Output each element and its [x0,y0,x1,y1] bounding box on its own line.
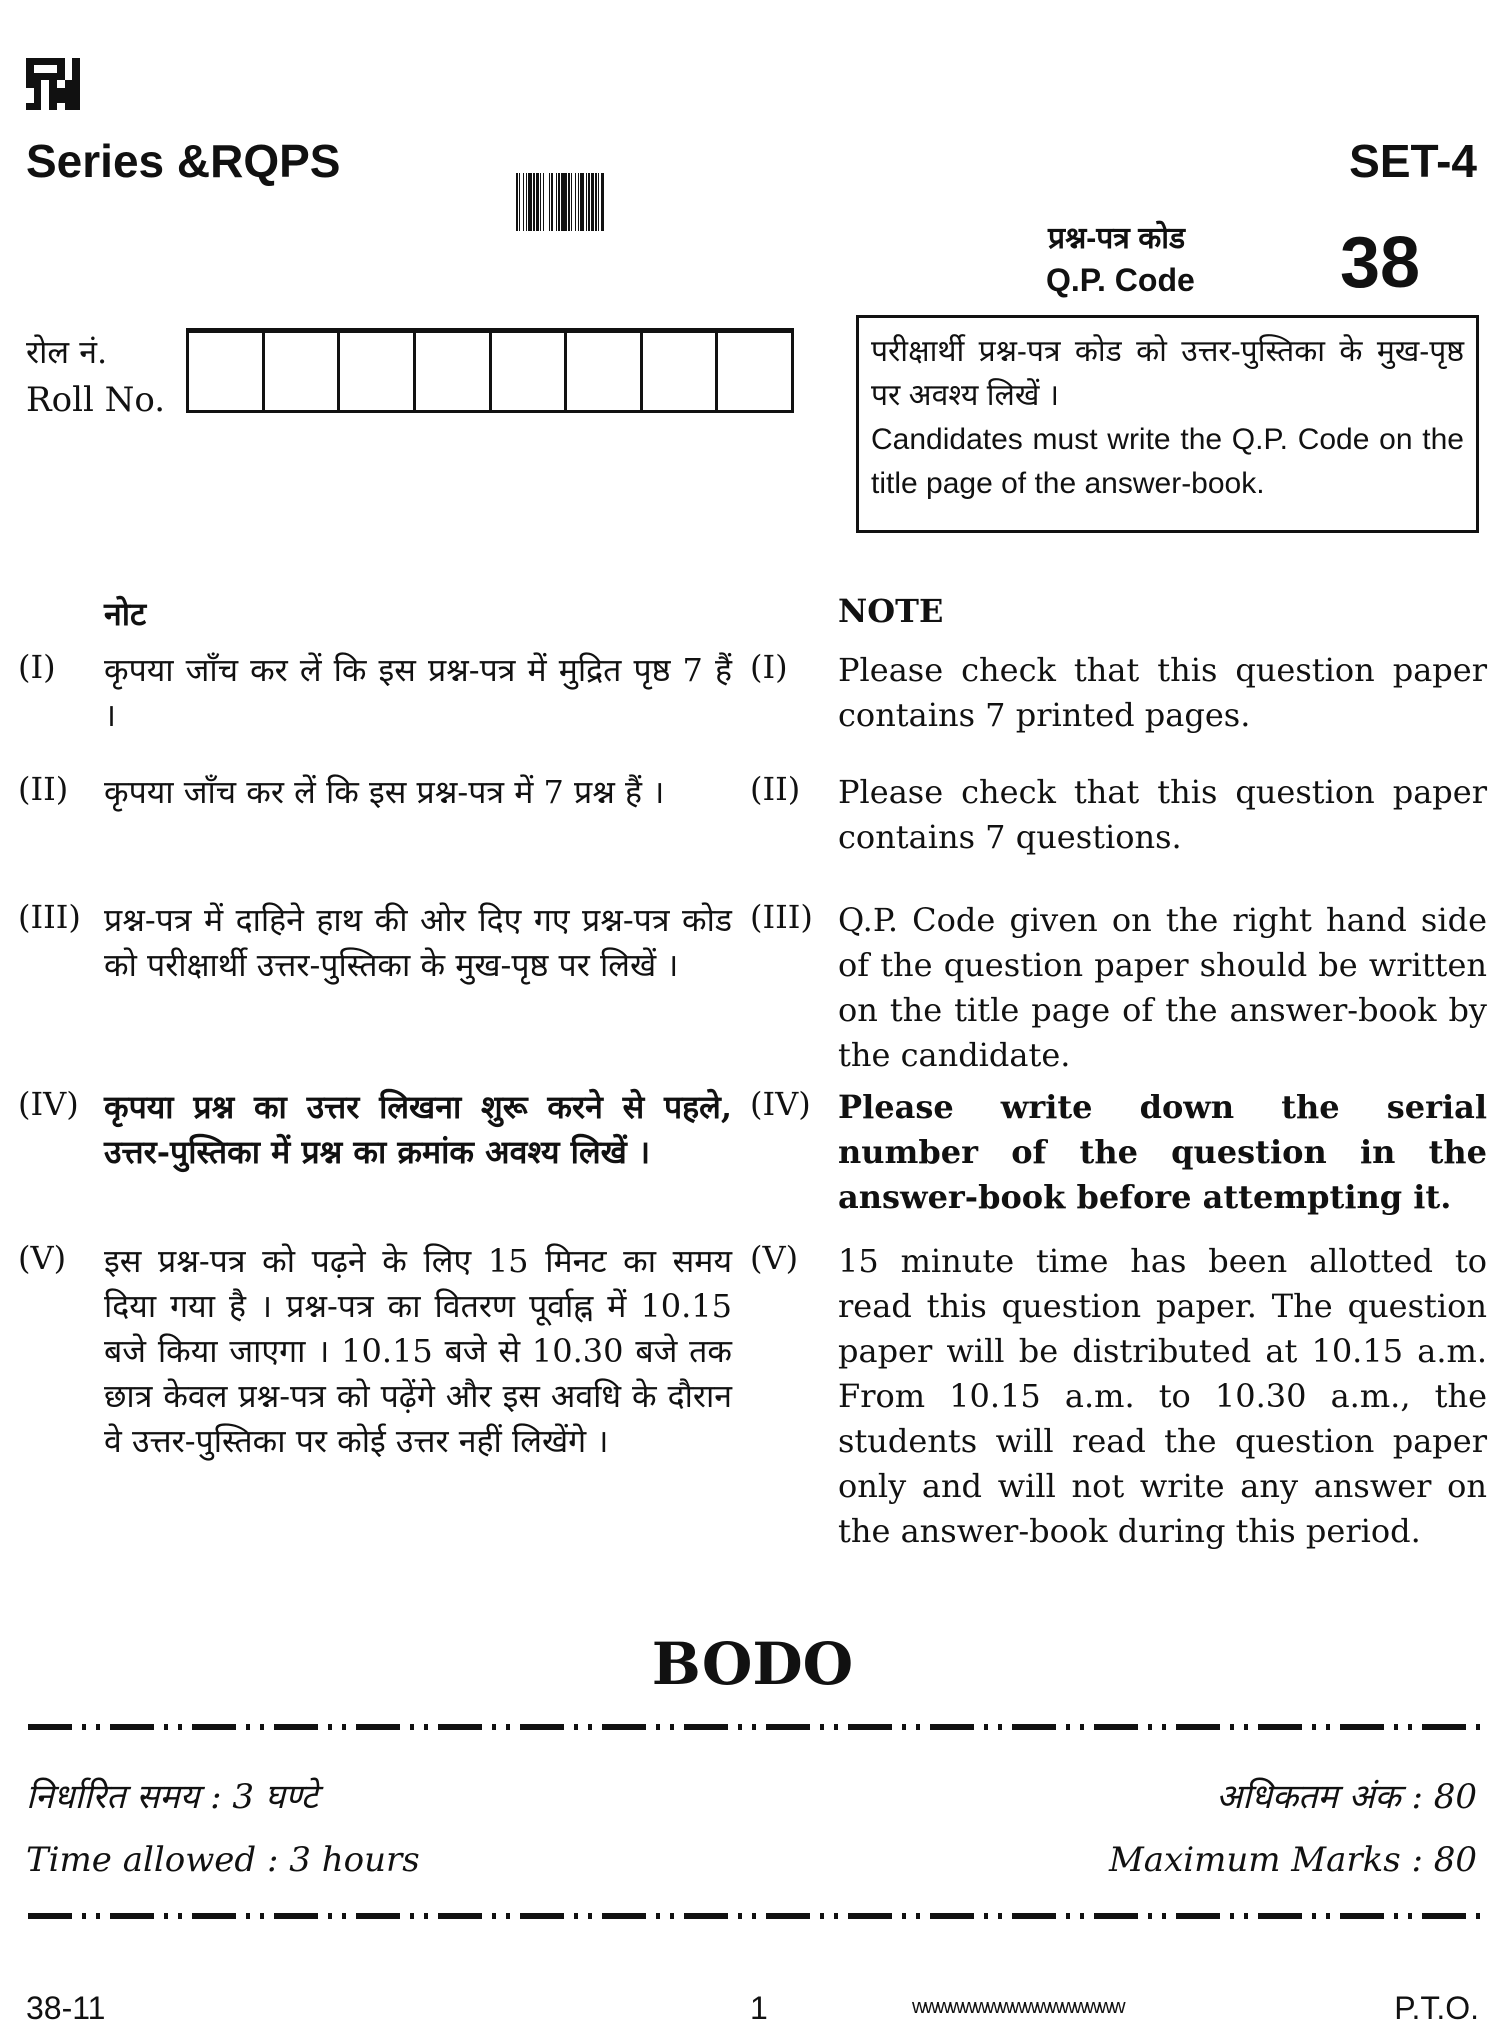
max-marks-hindi: अधिकतम अंक : 80 [1216,1777,1477,1817]
note-text-hindi: प्रश्न-पत्र में दाहिने हाथ की ओर दिए गए प्रश्न-पत्र कोड को परीक्षार्थी उत्तर-पुस्तिका के मुख-पृष्ठ पर लिखें । [104,901,732,984]
roll-number-box[interactable] [643,333,719,410]
divider [28,1724,1480,1730]
note-text: Please check that this question paper contains 7 printed pages. [838,651,1487,734]
barcode-icon [516,173,684,231]
note-text-hindi: इस प्रश्न-पत्र को पढ़ने के लिए 15 मिनट का समय दिया गया है । प्रश्न-पत्र का वितरण पूर्वाह्न में 10.15 बजे किया जाएगा । 10.15 बजे से 10.30 बजे तक छात्र केवल प्रश्न-पत्र को पढ़ेंगे और इस अवधि के दौरान वे उत्तर-पुस्तिका पर कोई उत्तर नहीं लिखेंगे । [104,1242,732,1460]
roll-label-hindi: रोल नं. [26,333,108,371]
note-heading: NOTE [838,592,944,630]
note-text: Q.P. Code given on the right hand side of the question paper should be written on the title page of the answer-book by the candidate. [838,901,1487,1074]
barcode-bar [604,173,605,231]
series-label: Series &RQPS [26,135,341,187]
pto-label: P.T.O. [1394,1990,1479,2026]
note-number: (V) [18,1239,67,1277]
note-number: (III) [18,898,81,936]
note-number: (IV) [18,1085,79,1123]
note-number: (II) [750,770,801,808]
note-number: (II) [18,770,69,808]
qp-code-value: 38 [1340,223,1421,303]
qr-code-icon [26,58,80,110]
time-allowed-hindi: निर्धारित समय : 3 घण्टे [26,1777,318,1817]
note-number: (V) [750,1239,799,1277]
qp-code-instruction-box [856,315,1479,533]
qp-code-label: Q.P. Code [1046,262,1195,298]
roll-number-box[interactable] [567,333,643,410]
note-number: (I) [750,648,788,686]
divider [28,1913,1480,1919]
note-text: 15 minute time has been allotted to read this question paper. The question paper will be distributed at 10.15 a.m. From 10.15 a.m. to 10.30 a.m., the students will read the question paper only and will not write any answer on the answer-book during this period. [838,1242,1487,1550]
roll-number-box[interactable] [340,333,416,410]
time-allowed: Time allowed : 3 hours [26,1840,420,1880]
footer-wave-line: wwwwwwwwwwwwwwwww [912,1996,1124,2018]
roll-number-box[interactable] [189,333,265,410]
roll-number-box[interactable] [416,333,492,410]
roll-number-box[interactable] [265,333,341,410]
roll-label: Roll No. [26,380,166,420]
qp-code-label-hindi: प्रश्न-पत्र कोड [1048,222,1186,255]
note-number: (I) [18,648,56,686]
subject-title: BODO [651,1630,854,1698]
max-marks: Maximum Marks : 80 [1108,1840,1477,1880]
note-number: (III) [750,898,813,936]
note-number: (IV) [750,1085,811,1123]
page-number: 1 [750,1990,768,2026]
roll-number-box[interactable] [492,333,568,410]
note-heading-hindi: नोट [104,595,147,633]
roll-number-boxes[interactable] [186,328,794,413]
set-label: SET-4 [1349,135,1477,187]
footer-code: 38-11 [26,1990,106,2026]
note-text-hindi: कृपया जाँच कर लें कि इस प्रश्न-पत्र में मुद्रित पृष्ठ 7 हैं । [104,651,732,734]
instruction-hindi: परीक्षार्थी प्रश्न-पत्र कोड को उत्तर-पुस्तिका के मुख-पृष्ठ पर अवश्य लिखें । [871,335,1464,412]
note-text: Please write down the serial number of the question in the answer-book before attempting it. [838,1088,1487,1216]
note-text-hindi: कृपया जाँच कर लें कि इस प्रश्न-पत्र में 7 प्रश्न हैं । [104,773,665,811]
note-text: Please check that this question paper contains 7 questions. [838,773,1487,856]
roll-number-box[interactable] [718,333,791,410]
note-text-hindi: कृपया प्रश्न का उत्तर लिखना शुरू करने से पहले, उत्तर-पुस्तिका में प्रश्न का क्रमांक अवश्य लिखें । [104,1088,732,1171]
instruction-english: Candidates must write the Q.P. Code on the title page of the answer-book. [871,423,1464,500]
